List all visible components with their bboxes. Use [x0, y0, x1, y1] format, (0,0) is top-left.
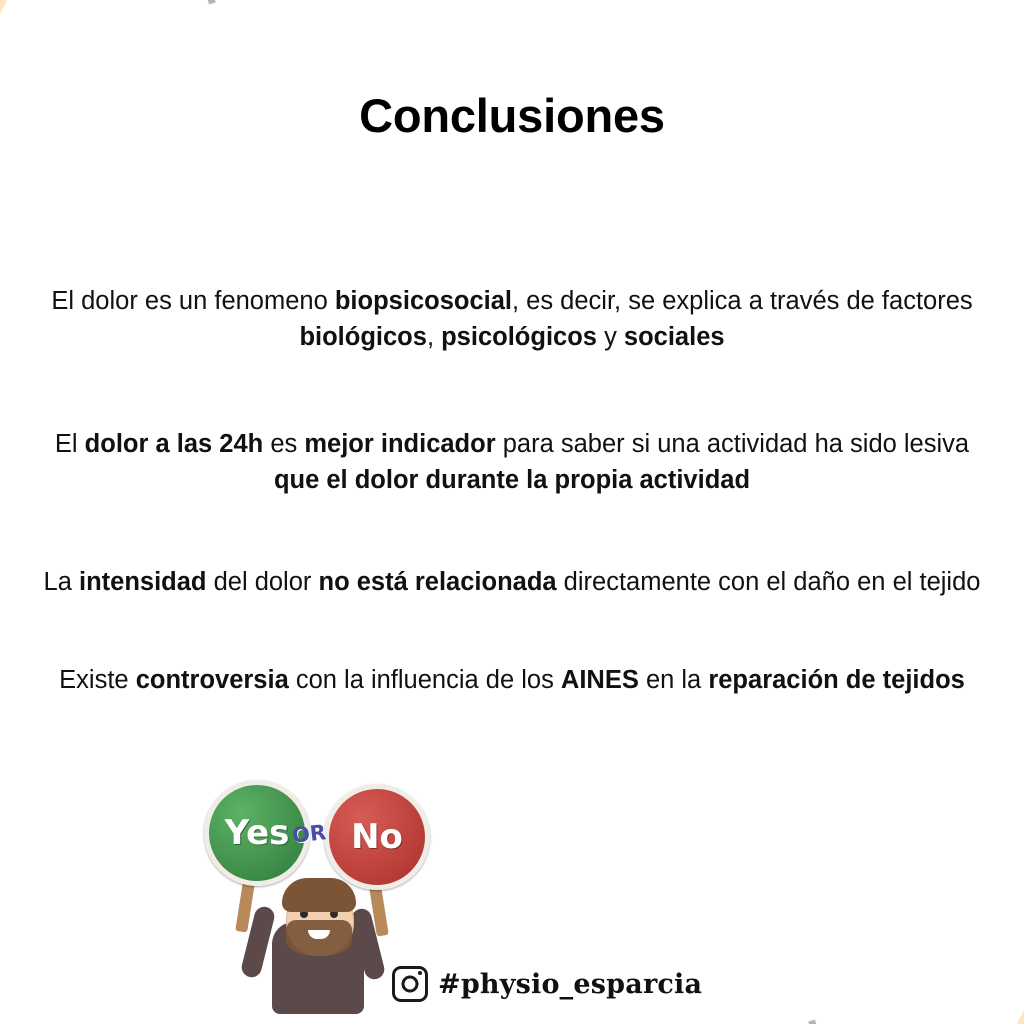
instagram-icon: [392, 966, 428, 1002]
or-label: OR: [290, 820, 328, 848]
social-handle: [392, 966, 702, 1002]
conclusions-list: [40, 283, 984, 756]
page-title: Conclusiones: [359, 89, 665, 142]
ray-shape: [1013, 977, 1024, 1024]
arc-shape: [734, 714, 1024, 1024]
conclusion-paragraph-2: El dolor a las 24h es mejor indicador para saber si una actividad ha sido lesiva que el dolor durante la propia actividad: [54, 430, 970, 494]
arc-shape: [0, 0, 290, 310]
yes-sign: Yes: [204, 780, 310, 886]
handle-text: #physio_esparcia: [438, 968, 703, 1000]
conclusion-paragraph-3: La intensidad del dolor no está relacionada directamente con el daño en el tejido: [43, 568, 981, 596]
avatar-hair: [282, 878, 356, 912]
ray-shape: [0, 0, 11, 47]
conclusion-paragraph-1: El dolor es un fenomeno biopsicosocial, es decir, se explica a través de factores biológicos, psicológicos y sociales: [51, 287, 973, 351]
corner-ornament-bottom-right: [764, 774, 1024, 1024]
no-sign: No: [324, 784, 430, 890]
conclusion-paragraph-4: Existe controversia con la influencia de los AINES en la reparación de tejidos: [59, 666, 965, 694]
